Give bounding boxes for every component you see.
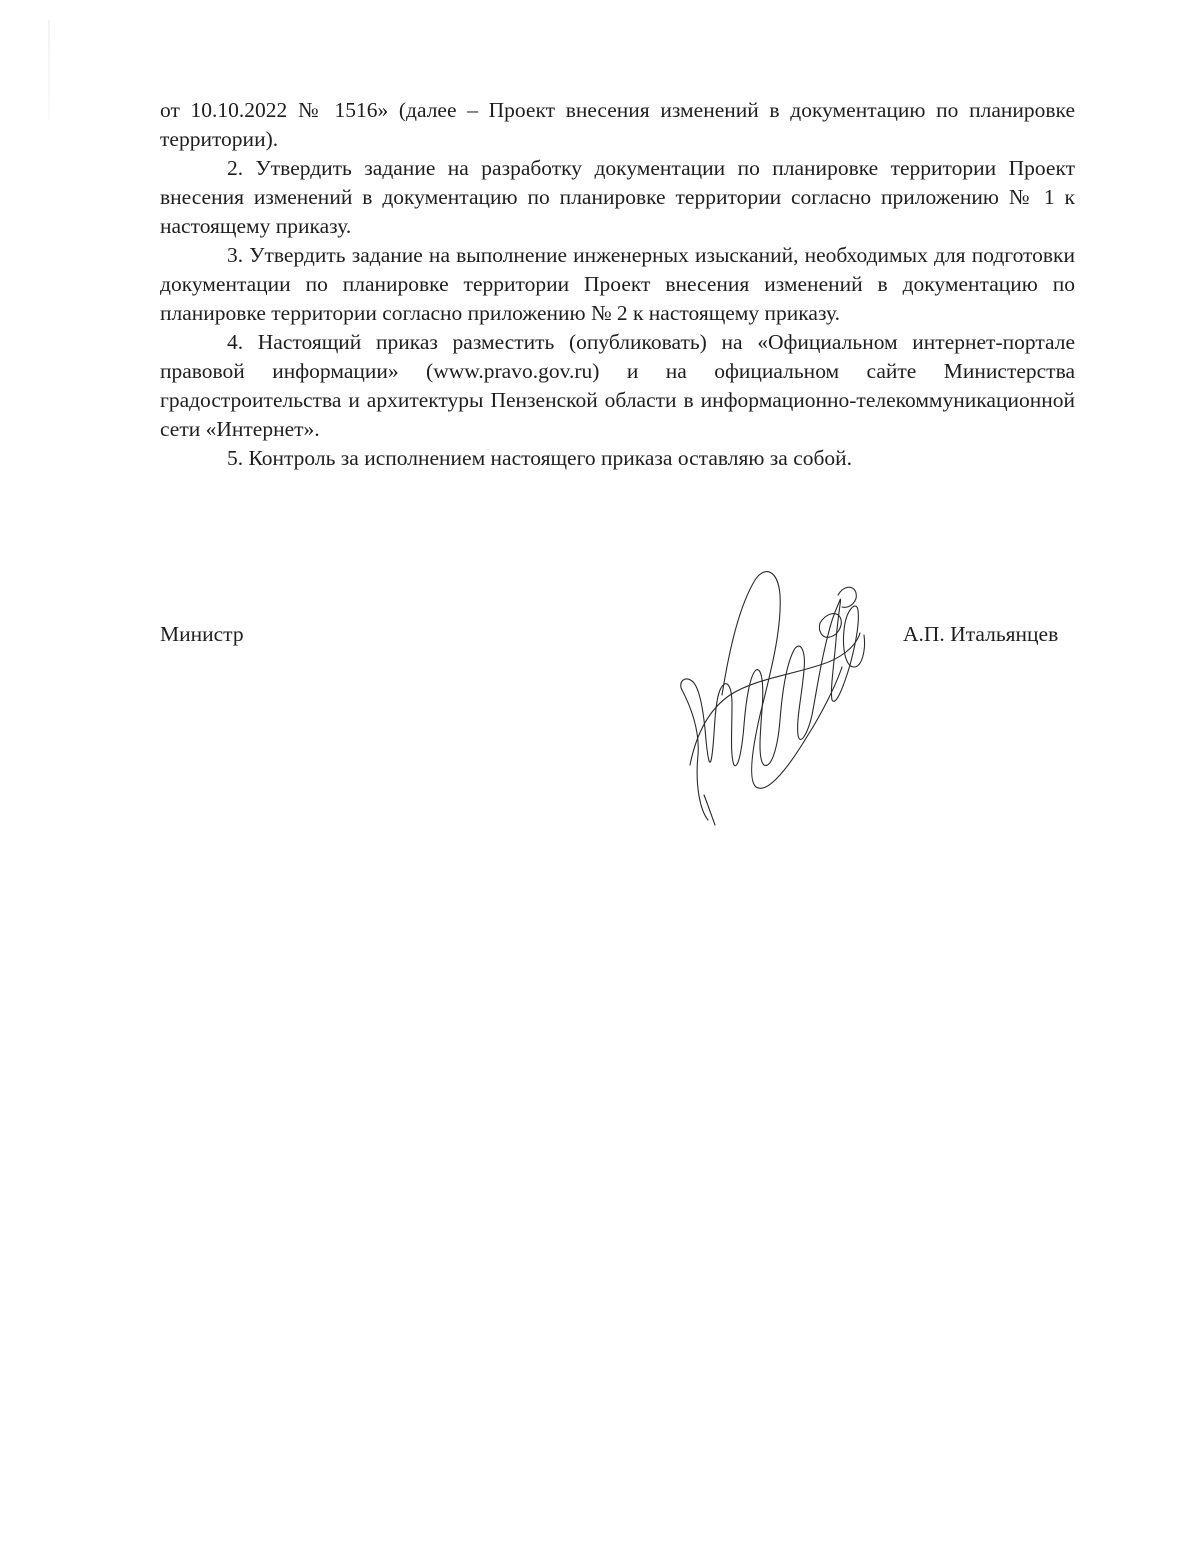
signer-position: Министр <box>160 622 244 646</box>
paragraph-item-2: 2. Утвердить задание на разработку документации по планировке территории Проект внесения изменений в документацию по планировке территории согласно приложению № 1 к настоящему приказу. <box>160 156 1075 238</box>
handwritten-signature <box>660 555 875 830</box>
signer-name: А.П. Итальянцев <box>903 622 1059 646</box>
paragraph-continuation: от 10.10.2022 № 1516» (далее – Проект внесения изменений в документацию по планировке территории). <box>160 98 1075 151</box>
paragraph-item-4: 4. Настоящий приказ разместить (опубликовать) на «Официальном интернет-портале правовой информации» (www.pravo.gov.ru) и на официальном сайте Министерства градостроительства и архитектуры Пензенской области в информационно-телекоммуникационной сети «Интернет». <box>160 330 1075 441</box>
paragraph-item-5: 5. Контроль за исполнением настоящего приказа оставляю за собой. <box>227 446 853 470</box>
paragraph-item-3: 3. Утвердить задание на выполнение инженерных изысканий, необходимых для подготовки документации по планировке территории Проект внесения изменений в документацию по планировке территории согласно приложению № 2 к настоящему приказу. <box>160 243 1075 325</box>
